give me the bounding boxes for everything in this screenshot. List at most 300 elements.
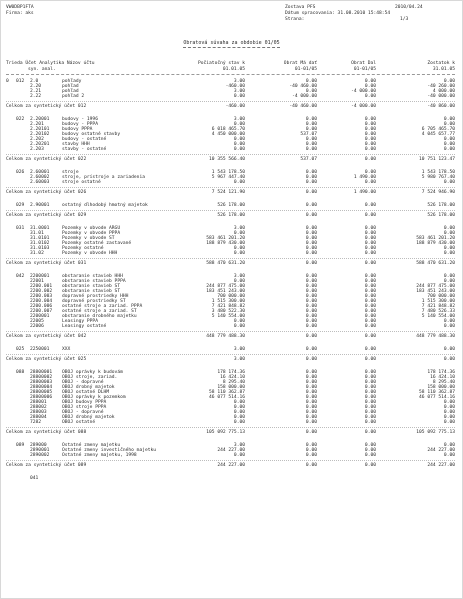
account-group bbox=[0, 347, 463, 362]
cell-name: pohľad 2 bbox=[62, 94, 85, 99]
column-header-credit: Obrat Dal bbox=[351, 61, 376, 66]
cell-closing: 244 877 475.00 bbox=[416, 284, 455, 289]
cell-credit: 0.00 bbox=[364, 79, 376, 84]
cell-debit: 0.00 bbox=[305, 231, 317, 236]
column-header-debit: Obrat Má dať bbox=[283, 61, 317, 66]
cell-name: Pozemky v obvode PPPA bbox=[62, 231, 121, 236]
cell-debit: 0.00 bbox=[305, 448, 317, 453]
cell-closing: 0.00 bbox=[443, 226, 455, 231]
cell-opening: 0.00 bbox=[233, 420, 245, 425]
cell-analytic: 2200.004 bbox=[30, 299, 53, 304]
cell-debit: 0.00 bbox=[305, 319, 317, 324]
cell-opening: 0.00 bbox=[233, 319, 245, 324]
summary-credit: 0.00 bbox=[364, 430, 376, 435]
cell-name: Pozemky v obvode ARGU bbox=[62, 226, 121, 231]
summary-closing: 244 227.00 bbox=[427, 463, 455, 468]
cell-name: stroje ostatné bbox=[62, 180, 101, 185]
cell-analytic: 288003 bbox=[30, 410, 47, 415]
cell-credit: 0.00 bbox=[364, 453, 376, 458]
account-group bbox=[0, 226, 463, 266]
cell-debit: 0.00 bbox=[305, 142, 317, 147]
cell-opening: 3.00 bbox=[233, 89, 245, 94]
cell-debit: 0.00 bbox=[305, 390, 317, 395]
cell-closing: 46 077 514.16 bbox=[419, 395, 455, 400]
cell-name: Pozemky ostatné zastavané bbox=[62, 241, 132, 246]
cell-closing: 0.00 bbox=[443, 246, 455, 251]
cell-opening: 7 421 848.82 bbox=[211, 304, 245, 309]
summary-closing: 448 779 488.30 bbox=[416, 334, 455, 339]
company-name: Firma: aks bbox=[6, 11, 34, 16]
summary-label: Celkom za syntetický účet 089 bbox=[6, 463, 87, 468]
cell-debit: 0.00 bbox=[305, 314, 317, 319]
cell-opening: 0.00 bbox=[233, 147, 245, 152]
account-group bbox=[0, 79, 463, 109]
cell-class: 0 bbox=[6, 79, 9, 84]
summary-row bbox=[0, 190, 463, 195]
cell-opening: 0.00 bbox=[233, 400, 245, 405]
cell-closing: 0.00 bbox=[443, 142, 455, 147]
cell-credit: 0.00 bbox=[364, 251, 376, 256]
summary-row bbox=[0, 104, 463, 109]
cell-credit: 0.00 bbox=[364, 304, 376, 309]
cell-analytic: 2200001 bbox=[30, 274, 50, 279]
summary-opening: 244 227.00 bbox=[217, 463, 245, 468]
cell-name: dopravné prostriedky HHH bbox=[62, 294, 129, 299]
cell-opening: 0.00 bbox=[233, 180, 245, 185]
cell-closing: 0.00 bbox=[443, 420, 455, 425]
cell-closing: 16 424.10 bbox=[430, 375, 455, 380]
cell-closing: 5 980 767.40 bbox=[421, 175, 455, 180]
cell-name: budovy PPPA bbox=[62, 127, 93, 132]
account-group bbox=[0, 117, 463, 162]
cell-analytic: 2.60002 bbox=[30, 175, 50, 180]
cell-analytic: 2200.003 bbox=[30, 294, 53, 299]
cell-closing: 0.00 bbox=[443, 79, 455, 84]
cell-analytic: 2250001 bbox=[30, 347, 50, 352]
cell-debit: 0.00 bbox=[305, 246, 317, 251]
summary-debit: -40 460.00 bbox=[289, 104, 317, 109]
cell-analytic: 2.20 bbox=[30, 84, 42, 89]
cell-closing: 0.00 bbox=[443, 279, 455, 284]
summary-debit: 537.07 bbox=[300, 157, 317, 162]
summary-label: Celkom za syntetický účet 026 bbox=[6, 190, 87, 195]
cell-opening: 1 515 300.00 bbox=[211, 299, 245, 304]
summary-debit: 0.00 bbox=[305, 430, 317, 435]
cell-closing: -40 000.00 bbox=[427, 94, 455, 99]
cell-account: 031 bbox=[16, 226, 25, 231]
cell-debit: 0.00 bbox=[305, 236, 317, 241]
column-header-opening: Počiatočný stav k bbox=[197, 61, 245, 66]
cell-opening: 0.00 bbox=[233, 246, 245, 251]
cell-analytic: 2.20201 bbox=[30, 142, 50, 147]
cell-opening: 0.00 bbox=[233, 410, 245, 415]
cell-debit: 0.00 bbox=[305, 226, 317, 231]
cell-credit: 0.00 bbox=[364, 410, 376, 415]
cell-closing: 0.00 bbox=[443, 347, 455, 352]
cell-debit: 0.00 bbox=[305, 289, 317, 294]
cell-name: Leasingy PPPA bbox=[62, 319, 98, 324]
cell-opening: 3.00 bbox=[233, 443, 245, 448]
cell-closing: 700 000.00 bbox=[427, 294, 455, 299]
cell-opening: 0.00 bbox=[233, 324, 245, 329]
cell-credit: 0.00 bbox=[364, 284, 376, 289]
cell-name: pohľad bbox=[62, 89, 79, 94]
cell-analytic: 2890002 bbox=[30, 453, 50, 458]
trailing-account: 041 bbox=[30, 476, 39, 481]
cell-analytic: 28800002 bbox=[30, 375, 53, 380]
cell-name: OBOJ drobný majetok bbox=[62, 415, 115, 420]
report-name: Zostava PFS bbox=[285, 5, 316, 10]
cell-account: 088 bbox=[16, 370, 25, 375]
cell-opening: 4 450 000.00 bbox=[211, 132, 245, 137]
cell-debit: 0.00 bbox=[305, 304, 317, 309]
cell-credit: 0.00 bbox=[364, 415, 376, 420]
program-id: VW0DBP1FTA bbox=[6, 5, 34, 10]
cell-name: obstaranie stavieb ST bbox=[62, 289, 121, 294]
summary-closing: 10 751 123.47 bbox=[419, 157, 455, 162]
cell-credit: 0.00 bbox=[364, 420, 376, 425]
cell-credit: 0.00 bbox=[364, 380, 376, 385]
cell-opening: 6 018 465.70 bbox=[211, 127, 245, 132]
cell-credit: 0.00 bbox=[364, 117, 376, 122]
cell-opening: 16 424.10 bbox=[220, 375, 245, 380]
cell-name: OBOJ stroje PPPA bbox=[62, 405, 107, 410]
cell-name: budovy ostatné stavby bbox=[62, 132, 121, 137]
cell-name: OBOJ budovy PPPA bbox=[62, 400, 107, 405]
summary-credit: 0.00 bbox=[364, 334, 376, 339]
cell-closing: 0.00 bbox=[443, 251, 455, 256]
cell-credit: 0.00 bbox=[364, 137, 376, 142]
cell-debit: 0.00 bbox=[305, 309, 317, 314]
summary-label: Celkom za syntetický účet 012 bbox=[6, 104, 87, 109]
cell-credit: 0.00 bbox=[364, 319, 376, 324]
cell-opening: 0.00 bbox=[233, 231, 245, 236]
column-subheader-account: syn. anal. bbox=[28, 67, 56, 72]
cell-opening: 244 227.00 bbox=[217, 448, 245, 453]
summary-row bbox=[0, 430, 463, 435]
table-row bbox=[0, 180, 463, 185]
cell-debit: 0.00 bbox=[305, 400, 317, 405]
cell-analytic: 2.60001 bbox=[30, 170, 50, 175]
cell-credit: 0.00 bbox=[364, 314, 376, 319]
summary-debit: 0.00 bbox=[305, 463, 317, 468]
summary-label: Celkom za syntetický účet 031 bbox=[6, 261, 87, 266]
cell-account: 089 bbox=[16, 443, 25, 448]
cell-debit: 0.00 bbox=[305, 324, 317, 329]
column-subheader-closing: 31.01.05 bbox=[432, 67, 455, 72]
account-group bbox=[0, 443, 463, 468]
cell-credit: 0.00 bbox=[364, 443, 376, 448]
cell-debit: 0.00 bbox=[305, 122, 317, 127]
cell-analytic: 2200001 bbox=[30, 314, 50, 319]
cell-account: 042 bbox=[16, 274, 25, 279]
cell-debit: 0.00 bbox=[305, 274, 317, 279]
cell-analytic: 28800003 bbox=[30, 380, 53, 385]
cell-debit: 0.00 bbox=[305, 279, 317, 284]
cell-opening: 188 879 430.00 bbox=[206, 241, 245, 246]
cell-opening: 158 000.00 bbox=[217, 385, 245, 390]
cell-name: ostatné stroje a zariad. PPPA bbox=[62, 304, 143, 309]
cell-closing: 188 879 430.00 bbox=[416, 241, 455, 246]
cell-debit: 0.00 bbox=[305, 405, 317, 410]
cell-analytic: 28800004 bbox=[30, 385, 53, 390]
cell-credit: 0.00 bbox=[364, 324, 376, 329]
cell-credit: 0.00 bbox=[364, 241, 376, 246]
cell-opening: 183 451 243.00 bbox=[206, 289, 245, 294]
processing-date: Dátum spracovania: 31.08.2010 15:48:54 bbox=[285, 11, 391, 16]
cell-name: stavby - ostatné bbox=[62, 147, 107, 152]
cell-opening: 58 110 362.87 bbox=[209, 390, 245, 395]
cell-name: pohľad bbox=[62, 84, 79, 89]
cell-closing: 0.00 bbox=[443, 319, 455, 324]
cell-name: Pozemky v obvode ST bbox=[62, 236, 115, 241]
table-row bbox=[0, 453, 463, 458]
cell-analytic: 31.0001 bbox=[30, 226, 50, 231]
column-header-closing: Zostatok k bbox=[427, 61, 455, 66]
cell-opening: 3.00 bbox=[233, 79, 245, 84]
summary-label: Celkom za syntetický účet 022 bbox=[6, 157, 87, 162]
cell-analytic: 288001 bbox=[30, 400, 47, 405]
cell-debit: 0.00 bbox=[305, 79, 317, 84]
cell-name: stroje bbox=[62, 170, 79, 175]
cell-credit: 1 490.00 bbox=[353, 175, 376, 180]
cell-closing: -40 260.00 bbox=[427, 84, 455, 89]
summary-debit: 0.00 bbox=[305, 334, 317, 339]
cell-analytic: 288002 bbox=[30, 405, 47, 410]
column-subheader-credit: 01-01/05 bbox=[353, 67, 376, 72]
cell-opening: 244 877 475.00 bbox=[206, 284, 245, 289]
cell-analytic: 2.60003 bbox=[30, 180, 50, 185]
cell-credit: 0.00 bbox=[364, 94, 376, 99]
cell-opening: 583 461 201.20 bbox=[206, 236, 245, 241]
cell-analytic: 28800006 bbox=[30, 395, 53, 400]
cell-name: Ostatné zmeny majetku bbox=[62, 443, 121, 448]
cell-name: Ostatné zmeny majetku, 1998 bbox=[62, 453, 137, 458]
cell-opening: 5 967 447.40 bbox=[211, 175, 245, 180]
cell-credit: 0.00 bbox=[364, 370, 376, 375]
cell-analytic: 22005 bbox=[30, 319, 44, 324]
cell-credit: 0.00 bbox=[364, 84, 376, 89]
cell-closing: 0.00 bbox=[443, 400, 455, 405]
cell-opening: 3.00 bbox=[233, 226, 245, 231]
cell-credit: 0.00 bbox=[364, 347, 376, 352]
cell-name: OBOJ - dopravné bbox=[62, 410, 104, 415]
cell-name: ostatné stroje a zariad. ST bbox=[62, 309, 137, 314]
cell-name: XXX bbox=[62, 347, 71, 352]
cell-closing: 0.00 bbox=[443, 443, 455, 448]
cell-opening: 178 174.36 bbox=[217, 370, 245, 375]
cell-name: obstaranie drobného majetku bbox=[62, 314, 137, 319]
cell-name: pohľady bbox=[62, 79, 82, 84]
summary-closing: 0.00 bbox=[443, 357, 455, 362]
summary-closing: 526 178.00 bbox=[427, 213, 455, 218]
cell-name: OBOJ ostatné DLHM bbox=[62, 390, 110, 395]
cell-debit: 0.00 bbox=[305, 180, 317, 185]
cell-analytic: 22001 bbox=[30, 279, 44, 284]
table-row bbox=[0, 420, 463, 425]
cell-debit: 0.00 bbox=[305, 410, 317, 415]
cell-opening: 3 480 522.30 bbox=[211, 309, 245, 314]
account-group bbox=[0, 370, 463, 435]
cell-name: Pozemky v obvode HHH bbox=[62, 251, 118, 256]
cell-closing: 526 178.00 bbox=[427, 203, 455, 208]
column-header-row-1 bbox=[0, 61, 463, 66]
summary-label: Celkom za syntetický účet 029 bbox=[6, 213, 87, 218]
cell-opening: 700 000.00 bbox=[217, 294, 245, 299]
cell-closing: 0.00 bbox=[443, 180, 455, 185]
cell-credit: 0.00 bbox=[364, 274, 376, 279]
summary-closing: -40 860.00 bbox=[427, 104, 455, 109]
cell-closing: 4 000.00 bbox=[432, 89, 455, 94]
cell-closing: 0.00 bbox=[443, 415, 455, 420]
cell-analytic: 2.203 bbox=[30, 147, 44, 152]
summary-opening: 526 178.00 bbox=[217, 213, 245, 218]
cell-closing: 0.00 bbox=[443, 274, 455, 279]
cell-debit: 0.00 bbox=[305, 127, 317, 132]
cell-debit: 0.00 bbox=[305, 251, 317, 256]
cell-opening: 0.00 bbox=[233, 279, 245, 284]
summary-row bbox=[0, 213, 463, 218]
cell-name: budovy - PPPA bbox=[62, 122, 98, 127]
cell-credit: 0.00 bbox=[364, 236, 376, 241]
cell-name: Ostatné zmeny investičného majetku bbox=[62, 448, 157, 453]
cell-name: OBOJ ostatné bbox=[62, 420, 96, 425]
cell-credit: 0.00 bbox=[364, 405, 376, 410]
cell-debit: 0.00 bbox=[305, 294, 317, 299]
cell-account: 012 bbox=[16, 79, 25, 84]
summary-row bbox=[0, 157, 463, 162]
summary-credit: 0.00 bbox=[364, 213, 376, 218]
page-title: Obratová súvaha za obdobie 01/05 bbox=[183, 40, 280, 46]
summary-opening: 7 524 121.90 bbox=[211, 190, 245, 195]
cell-opening: 0.00 bbox=[233, 137, 245, 142]
cell-analytic: 2890001 bbox=[30, 448, 50, 453]
cell-opening: 0.00 bbox=[233, 251, 245, 256]
summary-row bbox=[0, 261, 463, 266]
summary-credit: 0.00 bbox=[364, 261, 376, 266]
summary-row bbox=[0, 357, 463, 362]
cell-credit: 0.00 bbox=[364, 180, 376, 185]
cell-debit: 0.00 bbox=[305, 347, 317, 352]
cell-analytic: 28800005 bbox=[30, 390, 53, 395]
summary-credit: 1 490.00 bbox=[353, 190, 376, 195]
cell-opening: 0.00 bbox=[233, 415, 245, 420]
cell-closing: 0.00 bbox=[443, 147, 455, 152]
column-header-row-2 bbox=[0, 67, 463, 72]
cell-credit: -4 000.00 bbox=[351, 89, 376, 94]
cell-closing: 0.00 bbox=[443, 410, 455, 415]
cell-opening: 0.00 bbox=[233, 453, 245, 458]
summary-row bbox=[0, 463, 463, 468]
header-divider bbox=[6, 74, 455, 75]
cell-debit: 0.00 bbox=[305, 420, 317, 425]
cell-opening: 3.00 bbox=[233, 347, 245, 352]
cell-debit: 0.00 bbox=[305, 117, 317, 122]
cell-analytic: 31.0102 bbox=[30, 241, 50, 246]
cell-closing: 0.00 bbox=[443, 231, 455, 236]
cell-debit: 537.07 bbox=[300, 132, 317, 137]
cell-credit: 0.00 bbox=[364, 395, 376, 400]
cell-closing: 183 451 243.00 bbox=[416, 289, 455, 294]
cell-name: OBOJ drobný majetok bbox=[62, 385, 115, 390]
cell-closing: 0.00 bbox=[443, 453, 455, 458]
summary-credit: 0.00 bbox=[364, 463, 376, 468]
cell-name: stroje, prístroje a zariadenia bbox=[62, 175, 145, 180]
cell-name: budovy - ostatné bbox=[62, 137, 107, 142]
summary-opening: 105 092 775.13 bbox=[206, 430, 245, 435]
cell-closing: 1 515 300.00 bbox=[421, 299, 455, 304]
cell-analytic: 2200.001 bbox=[30, 284, 53, 289]
cell-opening: 0.00 bbox=[233, 142, 245, 147]
title-block bbox=[0, 40, 463, 48]
cell-name: ostatný dlhodobý hmotný majetok bbox=[62, 203, 148, 208]
cell-debit: 0.00 bbox=[305, 147, 317, 152]
cell-credit: 0.00 bbox=[364, 309, 376, 314]
summary-opening: 448 779 488.30 bbox=[206, 334, 245, 339]
cell-closing: 5 140 554.00 bbox=[421, 314, 455, 319]
cell-analytic: 2.21 bbox=[30, 89, 42, 94]
cell-opening: 526 178.00 bbox=[217, 203, 245, 208]
table-row bbox=[0, 251, 463, 256]
cell-name: Leasingy ostatné bbox=[62, 324, 107, 329]
cell-analytic: 2.20101 bbox=[30, 127, 50, 132]
cell-debit: 0.00 bbox=[305, 89, 317, 94]
report-body bbox=[0, 79, 463, 481]
cell-debit: 0.00 bbox=[305, 170, 317, 175]
cell-closing: 8 295.40 bbox=[432, 380, 455, 385]
summary-label: Celkom za syntetický účet 088 bbox=[6, 430, 87, 435]
cell-analytic: 2200.007 bbox=[30, 309, 53, 314]
cell-credit: 0.00 bbox=[364, 299, 376, 304]
cell-debit: 0.00 bbox=[305, 137, 317, 142]
cell-closing: 158 000.00 bbox=[427, 385, 455, 390]
cell-name: OBOJ - dopravné bbox=[62, 380, 104, 385]
cell-name: stavby HHH bbox=[62, 142, 90, 147]
cell-closing: 178 174.36 bbox=[427, 370, 455, 375]
summary-closing: 588 470 631.20 bbox=[416, 261, 455, 266]
cell-debit: 0.00 bbox=[305, 299, 317, 304]
cell-analytic: 2200.006 bbox=[30, 304, 53, 309]
cell-debit: 0.00 bbox=[305, 375, 317, 380]
cell-credit: 0.00 bbox=[364, 279, 376, 284]
cell-analytic: 31.0103 bbox=[30, 246, 50, 251]
cell-closing: 0.00 bbox=[443, 122, 455, 127]
summary-row bbox=[0, 334, 463, 339]
cell-closing: 583 461 201.20 bbox=[416, 236, 455, 241]
summary-credit: 0.00 bbox=[364, 157, 376, 162]
cell-debit: 0.00 bbox=[305, 395, 317, 400]
cell-debit: 0.00 bbox=[305, 415, 317, 420]
cell-credit: 0.00 bbox=[364, 400, 376, 405]
cell-analytic: 2.90001 bbox=[30, 203, 50, 208]
cell-name: OBOJ stroje, zariad. bbox=[62, 375, 118, 380]
cell-debit: -40 460.00 bbox=[289, 84, 317, 89]
summary-debit: 0.00 bbox=[305, 213, 317, 218]
cell-analytic: 2.0 bbox=[30, 79, 39, 84]
cell-credit: 0.00 bbox=[364, 226, 376, 231]
summary-label: Celkom za syntetický účet 042 bbox=[6, 334, 87, 339]
cell-analytic: 2.22 bbox=[30, 94, 42, 99]
summary-credit: 0.00 bbox=[364, 357, 376, 362]
cell-closing: 58 110 362.87 bbox=[419, 390, 455, 395]
cell-analytic: 289000 bbox=[30, 443, 47, 448]
cell-closing: 1 543 178.50 bbox=[421, 170, 455, 175]
cell-credit: 0.00 bbox=[364, 231, 376, 236]
summary-debit: 0.00 bbox=[305, 261, 317, 266]
cell-credit: 0.00 bbox=[364, 289, 376, 294]
summary-opening: 10 355 566.40 bbox=[209, 157, 245, 162]
cell-opening: 8 295.40 bbox=[222, 380, 245, 385]
